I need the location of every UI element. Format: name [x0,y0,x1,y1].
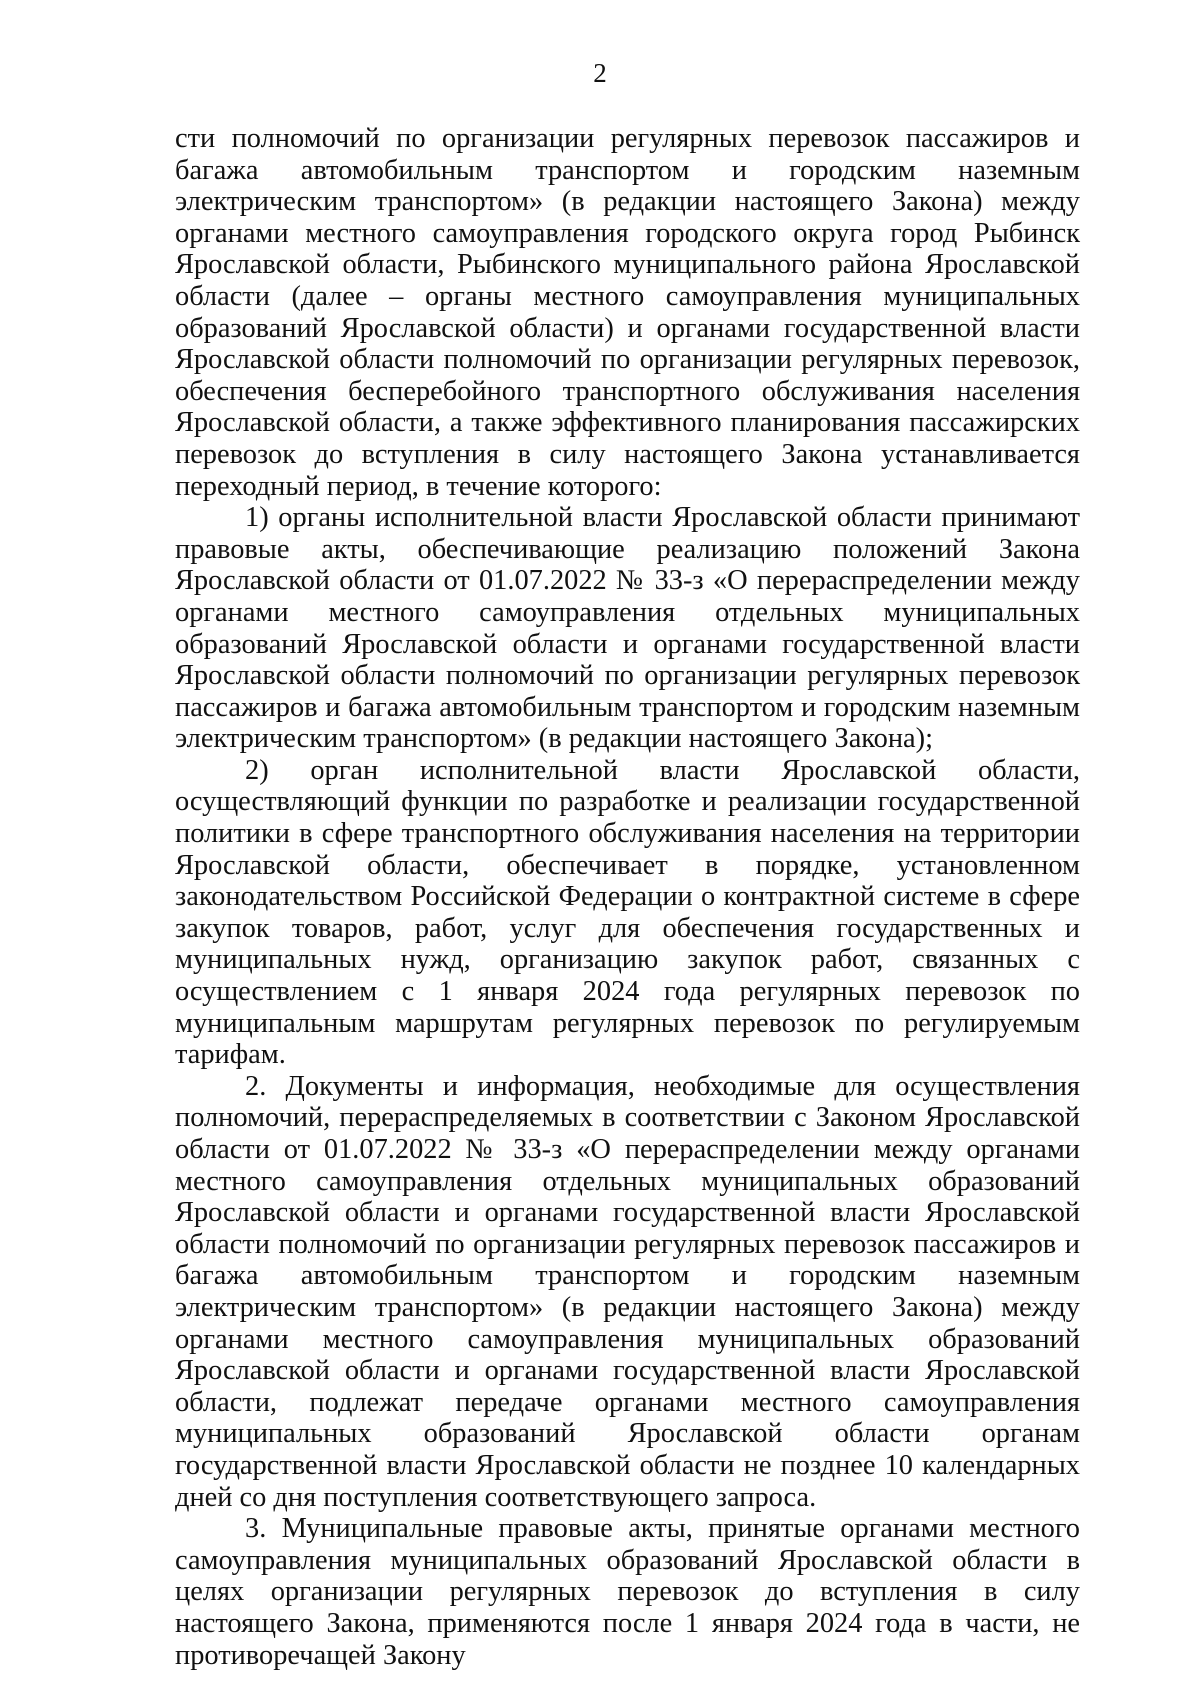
document-body [175,123,1080,1671]
paragraph-section-2: 2. Документы и информация, необходимые для осуществления полномочий, перераспределяемых в соответствии с Законом Ярославской области от 01.07.2022 № 33-з «О перераспределении между органами местного самоуправления отдельных муниципальных образований Ярославской области и органами государственной власти Ярославской области полномочий по организации регулярных перевозок пассажиров и багажа автомобильным транспортом и городским наземным электрическим транспортом» (в редакции настоящего Закона) между органами местного самоуправления муниципальных образований Ярославской области и органами государственной власти Ярославской области, подлежат передаче органами местного самоуправления муниципальных образований Ярославской области органам государственной власти Ярославской области не позднее 10 календарных дней со дня поступления соответствующего запроса. [175,1070,1080,1513]
paragraph-continuation: сти полномочий по организации регулярных перевозок пассажиров и багажа автомобильным транспортом и городским наземным электрическим транспортом» (в редакции настоящего Закона) между органами местного самоуправления городского округа город Рыбинск Ярославской области, Рыбинского муниципального района Ярославской области (далее – органы местного самоуправления муниципальных образований Ярославской области) и органами государственной власти Ярославской области полномочий по организации регулярных перевозок, обеспечения бесперебойного транспортного обслуживания населения Ярославской области, а также эффективного планирования пассажирских перевозок до вступления в силу настоящего Закона устанавливается переходный период, в течение которого: [175,123,1080,502]
paragraph-item-2: 2) орган исполнительной власти Ярославской области, осуществляющий функции по разработке и реализации государственной политики в сфере транспортного обслуживания населения на территории Ярославской области, обеспечивает в порядке, установленном законодательством Российской Федерации о контрактной системе в сфере закупок товаров, работ, услуг для обеспечения государственных и муниципальных нужд, организацию закупок работ, связанных с осуществлением с 1 января 2024 года регулярных перевозок по муниципальным маршрутам регулярных перевозок по регулируемым тарифам. [175,754,1080,1071]
paragraph-item-1: 1) органы исполнительной власти Ярославской области принимают правовые акты, обеспечивающие реализацию положений Закона Ярославской области от 01.07.2022 № 33-з «О перераспределении между органами местного самоуправления отдельных муниципальных образований Ярославской области и органами государственной власти Ярославской области полномочий по организации регулярных перевозок пассажиров и багажа автомобильным транспортом и городским наземным электрическим транспортом» (в редакции настоящего Закона); [175,502,1080,755]
page-number: 2 [593,58,607,88]
paragraph-section-3: 3. Муниципальные правовые акты, принятые органами местного самоуправления муниципальных образований Ярославской области в целях организации регулярных перевозок до вступления в силу настоящего Закона, применяются после 1 января 2024 года в части, не противоречащей Закону [175,1513,1080,1671]
